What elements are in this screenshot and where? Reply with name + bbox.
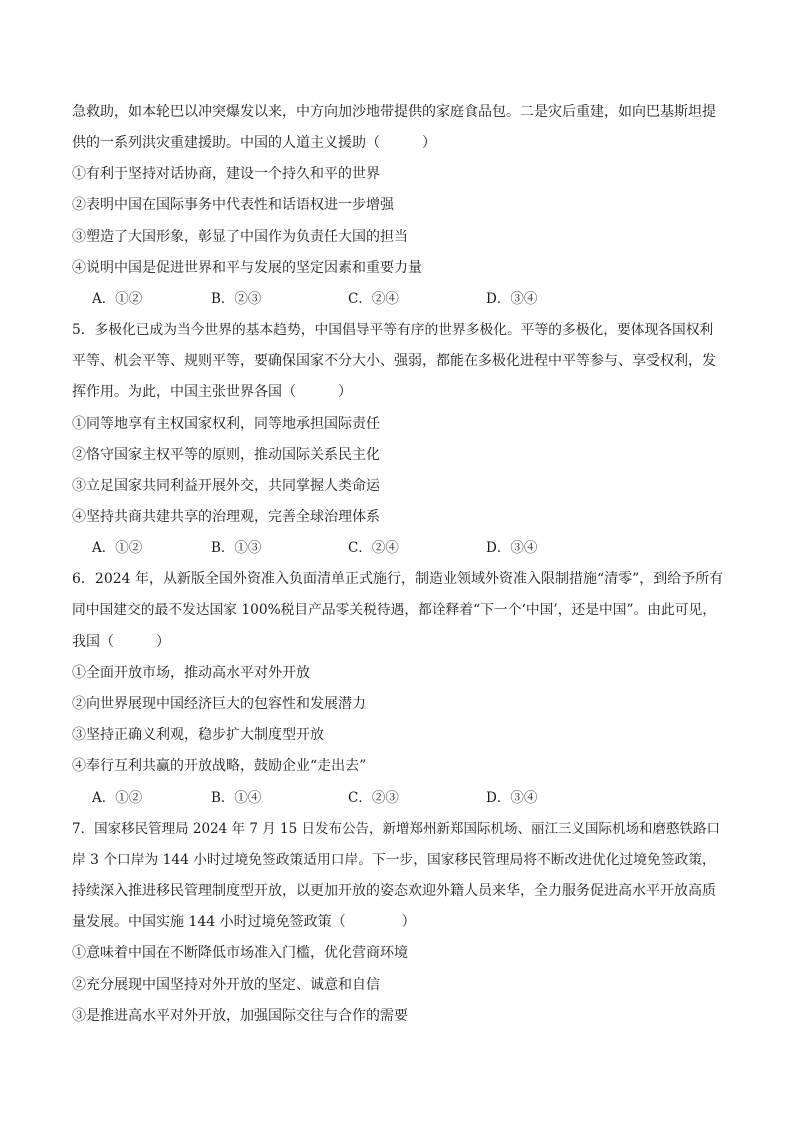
- q6-option-b[interactable]: B．①④: [211, 790, 262, 806]
- q4-item-4: ④说明中国是促进世界和平与发展的坚定因素和重要力量: [72, 260, 422, 276]
- q7-item-2: ②充分展现中国坚持对外开放的坚定、诚意和自信: [72, 977, 380, 993]
- q5-stem-line-1: 5．多极化已成为当今世界的基本趋势，中国倡导平等有序的世界多极化。平等的多极化，要体现各国权利: [72, 322, 714, 338]
- q7-stem-line-2: 岸 3 个口岸为 144 小时过境免签政策适用口岸。下一步，国家移民管理局将不断改进优化过境免签政策，: [72, 852, 716, 868]
- q5-item-4: ④坚持共商共建共享的治理观，完善全球治理体系: [72, 509, 380, 525]
- q6-option-c[interactable]: C．②③: [348, 790, 399, 806]
- q7-stem-line-1: 7．国家移民管理局 2024 年 7 月 15 日发布公告，新增郑州新郑国际机场、丽江三义国际机场和磨憨铁路口: [72, 821, 720, 837]
- q5-option-c[interactable]: C．②④: [348, 540, 399, 556]
- q6-item-4: ④奉行互利共赢的开放战略，鼓励企业“走出去”: [72, 758, 367, 774]
- q4-stem-line-2: 供的一系列洪灾重建援助。中国的人道主义援助（ ）: [72, 135, 436, 151]
- q6-stem-line-3: 我国（ ）: [72, 634, 170, 650]
- q4-option-d[interactable]: D．③④: [486, 291, 538, 307]
- q6-option-a[interactable]: A．①②: [92, 790, 143, 806]
- q5-option-a[interactable]: A．①②: [92, 540, 143, 556]
- q5-item-1: ①同等地享有主权国家权利，同等地承担国际责任: [72, 416, 380, 432]
- q4-stem-line-1: 急救助，如本轮巴以冲突爆发以来，中方向加沙地带提供的家庭食品包。二是灾后重建，如向巴基斯坦提: [72, 104, 716, 120]
- q6-item-3: ③坚持正确义利观，稳步扩大制度型开放: [72, 727, 324, 743]
- q7-item-3: ③是推进高水平对外开放，加强国际交往与合作的需要: [72, 1008, 408, 1024]
- q6-item-2: ②向世界展现中国经济巨大的包容性和发展潜力: [72, 696, 366, 712]
- q7-stem-line-4: 量发展。中国实施 144 小时过境免签政策（ ）: [72, 914, 416, 930]
- q4-option-c[interactable]: C．②④: [348, 291, 399, 307]
- q5-stem-line-3: 挥作用。为此，中国主张世界各国（ ）: [72, 384, 352, 400]
- q4-option-b[interactable]: B．②③: [211, 291, 262, 307]
- q5-item-2: ②恪守国家主权平等的原则，推动国际关系民主化: [72, 447, 380, 463]
- q5-option-b[interactable]: B．①③: [211, 540, 262, 556]
- q6-option-d[interactable]: D．③④: [486, 790, 538, 806]
- q6-stem-line-2: 同中国建交的最不发达国家 100%税目产品零关税待遇，都诠释着“下一个‘中国’，还是中国”。由此可见，: [72, 602, 716, 618]
- q5-option-d[interactable]: D．③④: [486, 540, 538, 556]
- q4-item-1: ①有利于坚持对话协商，建设一个持久和平的世界: [72, 166, 380, 182]
- q7-item-1: ①意味着中国在不断降低市场准入门槛，优化营商环境: [72, 945, 408, 961]
- q4-option-a[interactable]: A．①②: [92, 291, 143, 307]
- q5-stem-line-2: 平等、机会平等、规则平等，要确保国家不分大小、强弱，都能在多极化进程中平等参与、享受权利，发: [72, 353, 716, 369]
- q4-item-2: ②表明中国在国际事务中代表性和话语权进一步增强: [72, 197, 394, 213]
- q6-stem-line-1: 6．2024 年，从新版全国外资准入负面清单正式施行，制造业领域外资准入限制措施“清零”，到给予所有: [72, 571, 724, 587]
- q6-item-1: ①全面开放市场，推动高水平对外开放: [72, 665, 310, 681]
- q5-item-3: ③立足国家共同利益开展外交，共同掌握人类命运: [72, 478, 380, 494]
- q4-item-3: ③塑造了大国形象，彰显了中国作为负责任大国的担当: [72, 229, 408, 245]
- q7-stem-line-3: 持续深入推进移民管理制度型开放，以更加开放的姿态欢迎外籍人员来华，全力服务促进高水平开放高质: [72, 883, 716, 899]
